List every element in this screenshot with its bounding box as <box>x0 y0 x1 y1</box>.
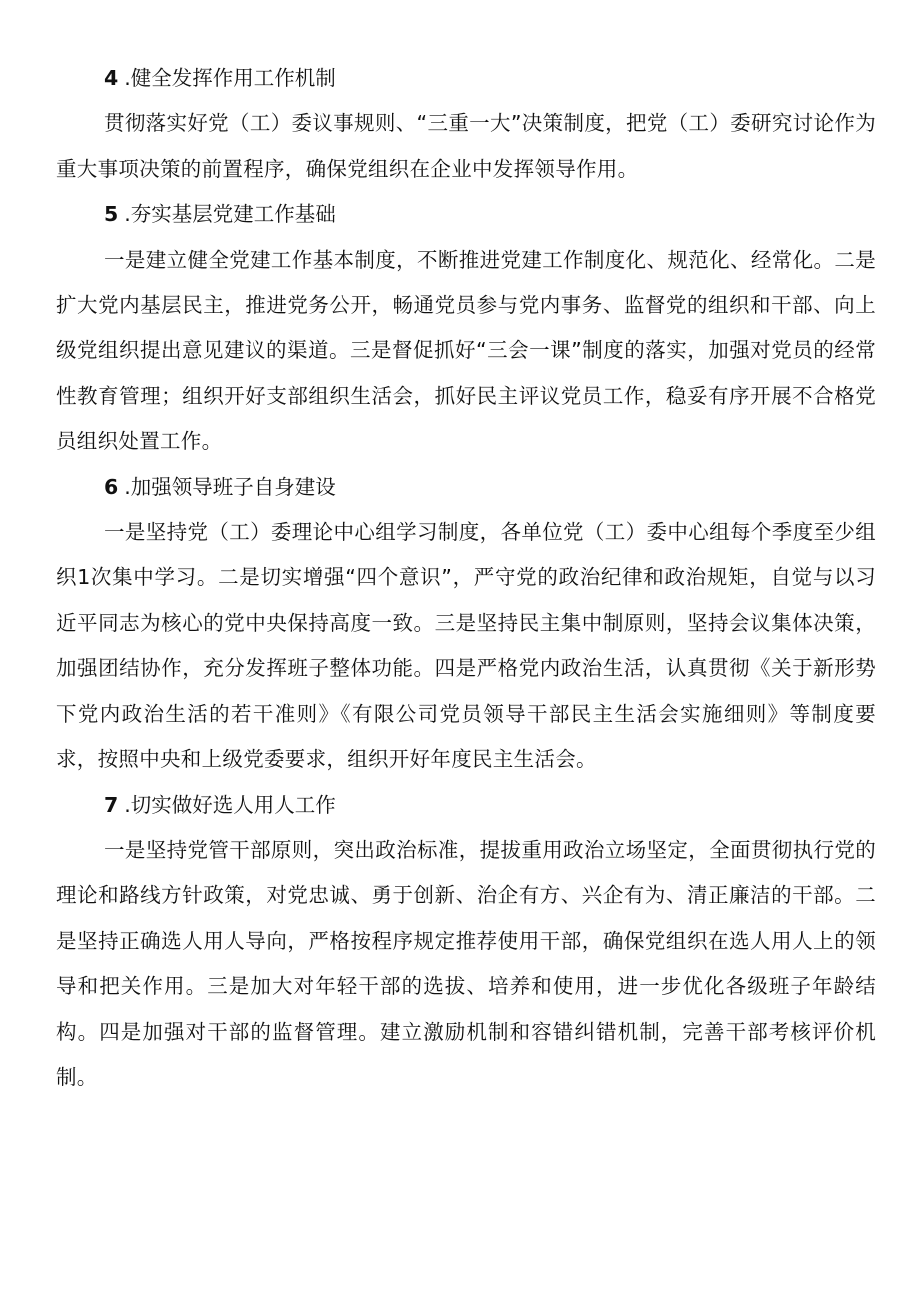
section-number: 4 <box>104 66 119 90</box>
section-heading <box>56 192 876 237</box>
section-title: .夯实基层党建工作基础 <box>124 202 336 227</box>
document-page <box>56 56 876 1100</box>
section-body: 一是坚持党（工）委理论中心组学习制度，各单位党（工）委中心组每个季度至少组织1次集中学习。二是切实增强“四个意识”，严守党的政治纪律和政治规矩，自觉与以习近平同志为核心的党中央保持高度一致。三是坚持民主集中制原则，坚持会议集体决策，加强团结协作，充分发挥班子整体功能。四是严格党内政治生活，认真贯彻《关于新形势下党内政治生活的若干准则》《有限公司党员领导干部民主生活会实施细则》等制度要求，按照中央和上级党委要求，组织开好年度民主生活会。 <box>56 520 876 772</box>
section-title: .健全发挥作用工作机制 <box>124 66 336 90</box>
section-number: 7 <box>104 792 119 817</box>
section-heading <box>56 783 876 828</box>
section-body: 一是坚持党管干部原则，突出政治标准，提拔重用政治立场坚定，全面贯彻执行党的理论和路线方针政策，对党忠诚、勇于创新、治企有方、兴企有为、清正廉洁的干部。二是坚持正确选人用人导向，严格按程序规定推荐使用干部，确保党组织在选人用人上的领导和把关作用。三是加大对年轻干部的选拔、培养和使用，进一步优化各级班子年龄结构。四是加强对干部的监督管理。建立激励机制和容错纠错机制，完善干部考核评价机制。 <box>56 837 876 1089</box>
section-title: .加强领导班子自身建设 <box>124 474 336 499</box>
section-4 <box>56 56 876 192</box>
section-5 <box>56 192 876 464</box>
section-6 <box>56 465 876 783</box>
section-heading <box>56 56 876 101</box>
section-heading <box>56 465 876 510</box>
section-body: 贯彻落实好党（工）委议事规则、“三重一大”决策制度，把党（工）委研究讨论作为重大事项决策的前置程序，确保党组织在企业中发挥领导作用。 <box>56 111 876 181</box>
section-title: .切实做好选人用人工作 <box>124 792 336 817</box>
section-body: 一是建立健全党建工作基本制度，不断推进党建工作制度化、规范化、经常化。二是扩大党内基层民主，推进党务公开，畅通党员参与党内事务、监督党的组织和干部、向上级党组织提出意见建议的渠道。三是督促抓好“三会一课”制度的落实，加强对党员的经常性教育管理；组织开好支部组织生活会，抓好民主评议党员工作，稳妥有序开展不合格党员组织处置工作。 <box>56 247 876 454</box>
section-number: 6 <box>104 474 119 499</box>
section-7 <box>56 783 876 1101</box>
section-number: 5 <box>104 202 119 227</box>
